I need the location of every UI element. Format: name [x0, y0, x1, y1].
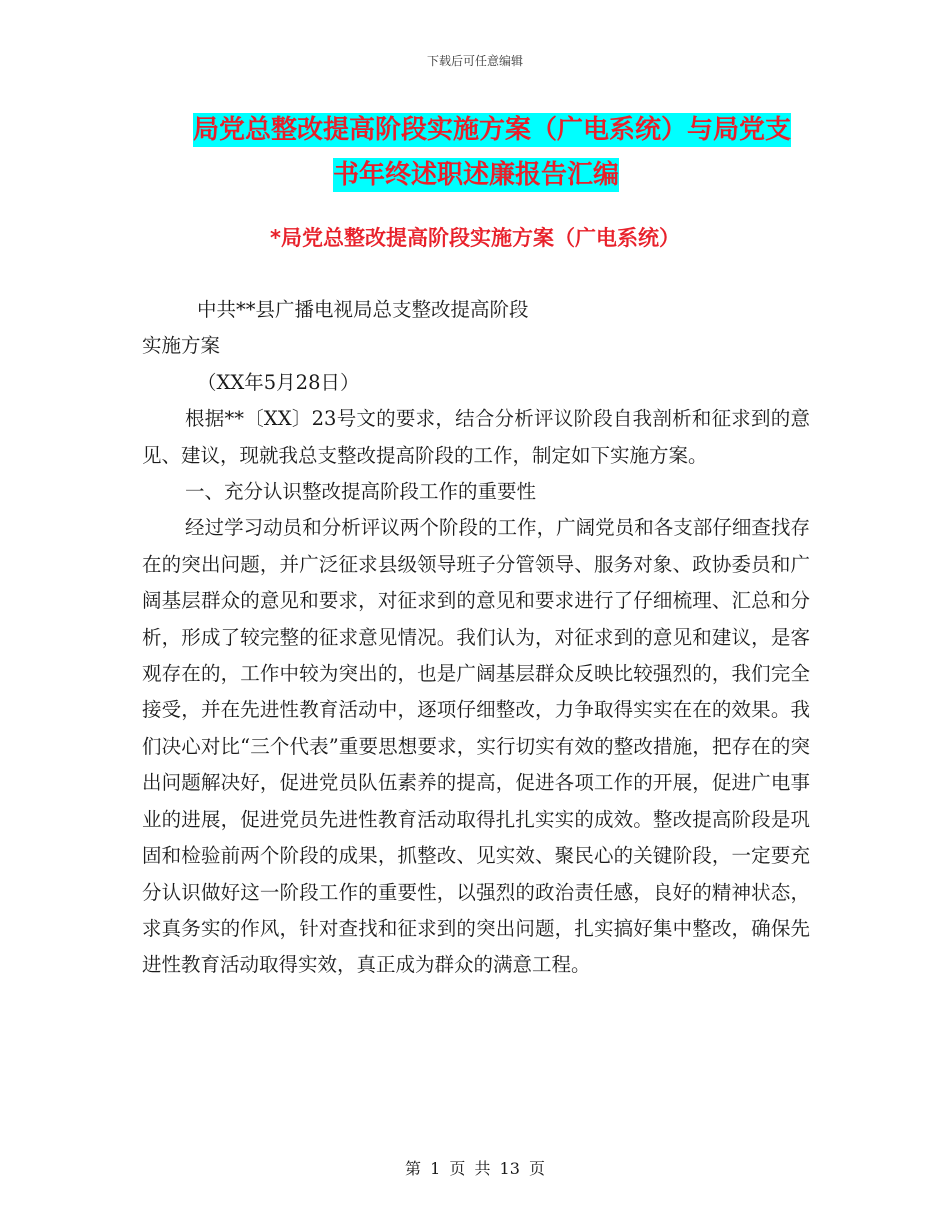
plan-line: 实施方案 — [142, 334, 221, 358]
title-highlight-1: 局党总整改提高阶段实施方案（广电系统）与局党支 — [193, 115, 792, 145]
document-body — [142, 292, 810, 984]
document-title-line-2 — [0, 157, 950, 193]
section-heading-1: 一、充分认识整改提高阶段工作的重要性 — [185, 480, 537, 504]
document-title-line-1 — [0, 112, 950, 148]
title-highlight-2: 书年终述职述廉报告汇编 — [333, 160, 620, 190]
paragraph-2: 经过学习动员和分析评议两个阶段的工作，广阔党员和各支部仔细查找存在的突出问题，并广泛征求县级领导班子分管领导、服务对象、政协委员和广阔基层群众的意见和要求，对征求到的意见和要求进行了仔细梳理、汇总和分析，形成了较完整的征求意见情况。我们认为，对征求到的意见和建议，是客观存在的，工作中较为突出的，也是广阔基层群众反映比较强烈的，我们完全接受，并在先进性教育活动中，逐项仔细整改，力争取得实实在在的效果。我们决心对比“三个代表”重要思想要求，实行切实有效的整改措施，把存在的突出问题解决好，促进党员队伍素养的提高，促进各项工作的开展，促进广电事业的进展，促进党员先进性教育活动取得扎扎实实的成效。整改提高阶段是巩固和检验前两个阶段的成果，抓整改、见实效、聚民心的关键阶段，一定要充分认识做好这一阶段工作的重要性，以强烈的政治责任感，良好的精神状态，求真务实的作风，针对查找和征求到的突出问题，扎实搞好集中整改，确保先进性教育活动取得实效，真正成为群众的满意工程。 — [142, 516, 810, 977]
paragraph-1: 根据**〔XX〕23号文的要求，结合分析评议阶段自我剖析和征求到的意见、建议，现就我总支整改提高阶段的工作，制定如下实施方案。 — [142, 407, 810, 467]
section-heading: *局党总整改提高阶段实施方案（广电系统） — [270, 226, 680, 250]
org-line: 中共**县广播电视局总支整改提高阶段 — [197, 298, 529, 321]
date-line: （XX年5月28日） — [197, 370, 360, 394]
page-footer: 第 1 页 共 13 页 — [405, 1159, 545, 1178]
header-note: 下载后可任意编辑 — [426, 54, 523, 68]
